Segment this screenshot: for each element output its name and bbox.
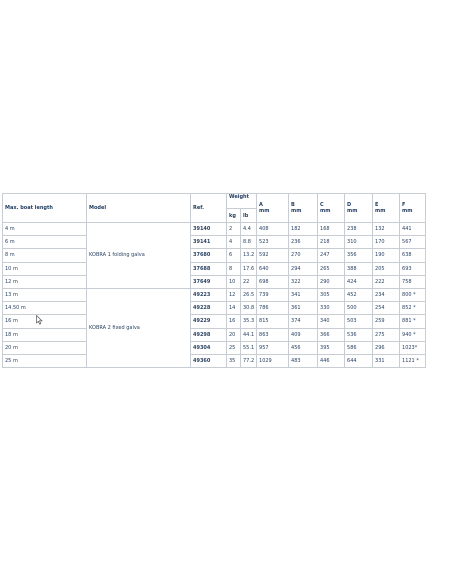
- header-f: [400, 194, 426, 223]
- table-row: [3, 249, 451, 262]
- cell-kg: 20: [227, 328, 241, 341]
- cell-b: 361: [289, 302, 318, 315]
- cell-b: 322: [289, 275, 318, 288]
- cell-c: 340: [318, 315, 345, 328]
- cell-kg: 8: [227, 262, 241, 275]
- cell-d: 310: [345, 236, 373, 249]
- cell-a: 786: [257, 302, 289, 315]
- cell-b: 236: [289, 236, 318, 249]
- cell-ref: 49223: [191, 288, 227, 301]
- cell-lb: 55.1: [241, 341, 257, 354]
- header-c-letter: C: [320, 202, 324, 208]
- cell-ref: 49360: [191, 354, 227, 367]
- cell-a: 1029: [257, 354, 289, 367]
- cell-kg: 10: [227, 275, 241, 288]
- mouse-cursor-icon: [36, 315, 43, 325]
- cell-boat-length: 8 m: [3, 249, 87, 262]
- header-a: [257, 194, 289, 223]
- cell-e: 331: [373, 354, 400, 367]
- specs-table-container: [2, 193, 450, 368]
- cell-lb: 4.4: [241, 223, 257, 236]
- cell-f: 693: [400, 262, 426, 275]
- cell-f: 567: [400, 236, 426, 249]
- header-lb: lb: [241, 209, 257, 223]
- cell-b: 182: [289, 223, 318, 236]
- cell-e: 190: [373, 249, 400, 262]
- cell-b: 456: [289, 341, 318, 354]
- cell-d: 388: [345, 262, 373, 275]
- cell-f: 940 *: [400, 328, 426, 341]
- cell-d: 500: [345, 302, 373, 315]
- header-d-letter: D: [347, 202, 352, 208]
- cell-e: 259: [373, 315, 400, 328]
- cell-d: 503: [345, 315, 373, 328]
- cell-lb: 35.3: [241, 315, 257, 328]
- table-header-row: [3, 194, 451, 209]
- cell-b: 270: [289, 249, 318, 262]
- cell-boat-length: 18 m: [3, 328, 87, 341]
- cell-f: 881 *: [400, 315, 426, 328]
- header-d-unit: mm: [347, 208, 358, 214]
- cell-lb: 30.8: [241, 302, 257, 315]
- cell-f: 1023*: [400, 341, 426, 354]
- cell-a: 957: [257, 341, 289, 354]
- cell-lb: 17.6: [241, 262, 257, 275]
- cell-e: 234: [373, 288, 400, 301]
- header-b-letter: B: [291, 202, 295, 208]
- cell-boat-length: 25 m: [3, 354, 87, 367]
- table-row: [3, 236, 451, 249]
- table-row: [3, 262, 451, 275]
- cell-a: 698: [257, 275, 289, 288]
- header-ref: Ref.: [191, 194, 227, 223]
- cell-lb: 22: [241, 275, 257, 288]
- cell-b: 374: [289, 315, 318, 328]
- cell-f: 852 *: [400, 302, 426, 315]
- cell-b: 483: [289, 354, 318, 367]
- cell-d: 356: [345, 249, 373, 262]
- cell-kg: 35: [227, 354, 241, 367]
- header-f-unit: mm: [402, 208, 413, 214]
- cell-model: KOBRA 1 folding galva: [87, 223, 191, 289]
- header-a-unit: mm: [259, 208, 270, 214]
- cell-ref: 37680: [191, 249, 227, 262]
- cell-a: 863: [257, 328, 289, 341]
- cell-c: 446: [318, 354, 345, 367]
- cell-ref: 37649: [191, 275, 227, 288]
- cell-lb: 13.2: [241, 249, 257, 262]
- cell-c: 366: [318, 328, 345, 341]
- cell-f: 638: [400, 249, 426, 262]
- cell-boat-length: 4 m: [3, 223, 87, 236]
- cell-lb: 26.5: [241, 288, 257, 301]
- table-row: [3, 341, 451, 354]
- cell-ref: 39140: [191, 223, 227, 236]
- cell-b: 294: [289, 262, 318, 275]
- cell-boat-length: 12 m: [3, 275, 87, 288]
- cell-a: 523: [257, 236, 289, 249]
- cell-a: 815: [257, 315, 289, 328]
- cell-boat-length: 13 m: [3, 288, 87, 301]
- cell-kg: 2: [227, 223, 241, 236]
- header-boat-length: Max. boat length: [3, 194, 87, 223]
- cell-c: 247: [318, 249, 345, 262]
- cell-lb: 77.2: [241, 354, 257, 367]
- header-weight: Weight: [227, 194, 257, 209]
- cell-lb: 8.8: [241, 236, 257, 249]
- cell-ref: 37688: [191, 262, 227, 275]
- header-kg: kg: [227, 209, 241, 223]
- cell-c: 218: [318, 236, 345, 249]
- cell-e: 132: [373, 223, 400, 236]
- table-row: [3, 302, 451, 315]
- cell-ref: 49298: [191, 328, 227, 341]
- cell-c: 395: [318, 341, 345, 354]
- cell-ref: 49304: [191, 341, 227, 354]
- cell-ref: 39141: [191, 236, 227, 249]
- cell-kg: 16: [227, 315, 241, 328]
- table-row: [3, 328, 451, 341]
- cell-model: KOBRA 2 fixed galva: [87, 288, 191, 367]
- header-d: [345, 194, 373, 223]
- cell-c: 305: [318, 288, 345, 301]
- cell-b: 409: [289, 328, 318, 341]
- header-a-letter: A: [259, 202, 263, 208]
- table-row: [3, 354, 451, 367]
- cell-e: 275: [373, 328, 400, 341]
- table-row: [3, 275, 451, 288]
- cell-boat-length: 10 m: [3, 262, 87, 275]
- cell-ref: 49229: [191, 315, 227, 328]
- cell-a: 408: [257, 223, 289, 236]
- cell-ref: 49228: [191, 302, 227, 315]
- cell-d: 424: [345, 275, 373, 288]
- cell-lb: 44.1: [241, 328, 257, 341]
- header-b: [289, 194, 318, 223]
- header-e: [373, 194, 400, 223]
- cell-a: 592: [257, 249, 289, 262]
- cell-boat-length: 6 m: [3, 236, 87, 249]
- table-row: [3, 315, 451, 328]
- header-c: [318, 194, 345, 223]
- cell-kg: 12: [227, 288, 241, 301]
- cell-c: 330: [318, 302, 345, 315]
- cell-e: 170: [373, 236, 400, 249]
- cell-d: 536: [345, 328, 373, 341]
- table-row: [3, 223, 451, 236]
- cell-c: 290: [318, 275, 345, 288]
- cell-e: 254: [373, 302, 400, 315]
- cell-boat-length: 20 m: [3, 341, 87, 354]
- cell-boat-length: 14.50 m: [3, 302, 87, 315]
- cell-b: 341: [289, 288, 318, 301]
- cell-a: 640: [257, 262, 289, 275]
- cell-boat-length: 16 m: [3, 315, 87, 328]
- header-model: Model: [87, 194, 191, 223]
- cell-f: 800 *: [400, 288, 426, 301]
- cell-kg: 4: [227, 236, 241, 249]
- cell-d: 586: [345, 341, 373, 354]
- cell-e: 296: [373, 341, 400, 354]
- anchor-specs-table: [2, 193, 451, 368]
- table-body: [3, 223, 451, 368]
- cell-c: 168: [318, 223, 345, 236]
- header-e-letter: E: [375, 202, 379, 208]
- header-b-unit: mm: [291, 208, 302, 214]
- table-row: [3, 288, 451, 301]
- cell-e: 205: [373, 262, 400, 275]
- cell-d: 238: [345, 223, 373, 236]
- cell-f: 758: [400, 275, 426, 288]
- cell-f: 441: [400, 223, 426, 236]
- cell-kg: 6: [227, 249, 241, 262]
- cell-f: 1121 *: [400, 354, 426, 367]
- cell-kg: 14: [227, 302, 241, 315]
- cell-c: 265: [318, 262, 345, 275]
- cell-d: 644: [345, 354, 373, 367]
- header-e-unit: mm: [375, 208, 386, 214]
- cell-kg: 25: [227, 341, 241, 354]
- cell-e: 222: [373, 275, 400, 288]
- cell-d: 452: [345, 288, 373, 301]
- cell-a: 739: [257, 288, 289, 301]
- header-c-unit: mm: [320, 208, 331, 214]
- header-f-letter: F: [402, 202, 406, 208]
